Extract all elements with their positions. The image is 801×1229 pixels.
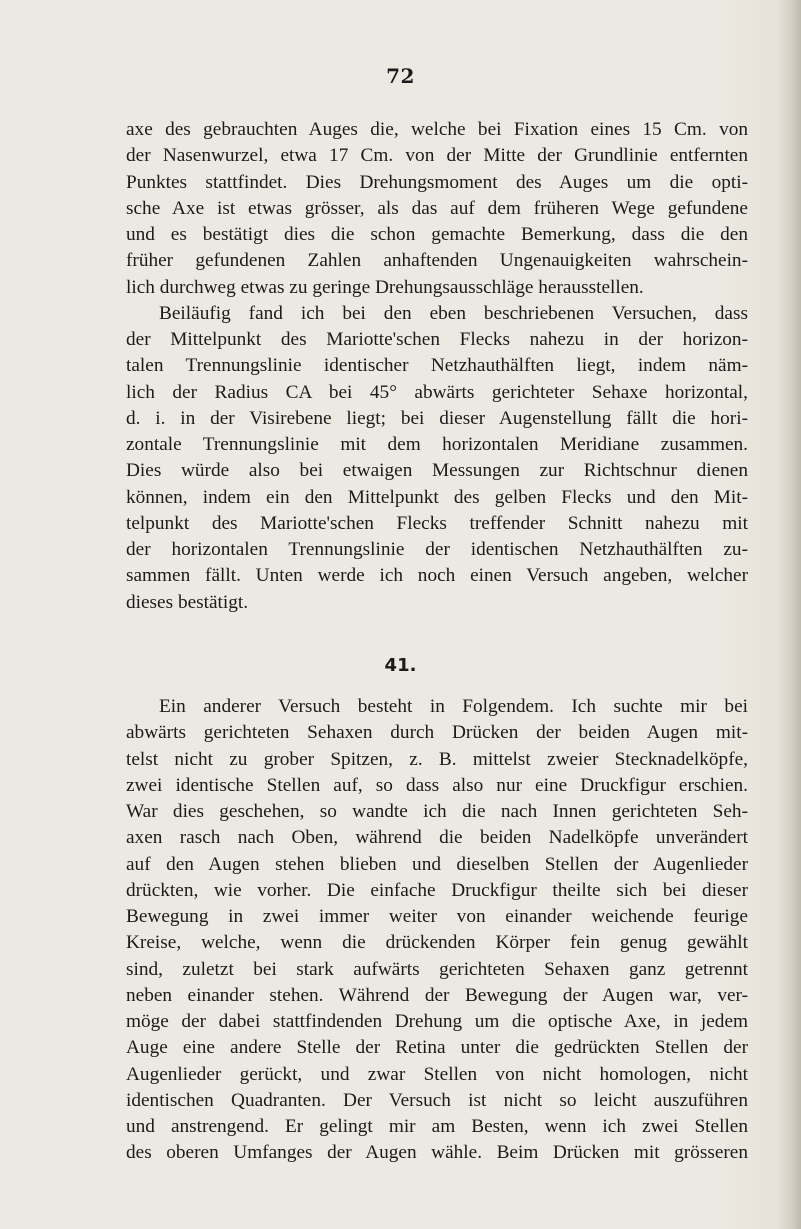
text-line: der Mittelpunkt des Mariotte'schen Flecks nahezu in der horizon-	[126, 329, 748, 350]
text-line: axen rasch nach Oben, während die beiden Nadelköpfe unverändert	[126, 827, 748, 849]
text-line: der Nasenwurzel, etwa 17 Cm. von der Mitte der Grundlinie entfernten	[126, 145, 748, 167]
text-line: zwei identische Stellen auf, so dass also nur eine Druckfigur erschien.	[126, 774, 748, 796]
text-line: sche Axe ist etwas grösser, als das auf dem früheren Wege gefundene	[126, 197, 748, 219]
text-line: möge der dabei stattfindenden Drehung um die optische Axe, in jedem	[126, 1011, 748, 1032]
text-block-upper	[126, 117, 748, 616]
text-line: und es bestätigt dies die schon gemachte Bemerkung, dass die den	[126, 224, 748, 245]
page-number: 72	[386, 64, 415, 88]
text-line: Kreise, welche, wenn die drückenden Körper fein genug gewählt	[126, 932, 748, 954]
text-line: abwärts gerichteten Sehaxen durch Drücken der beiden Augen mit-	[126, 722, 748, 744]
text-line: können, indem ein den Mittelpunkt des gelben Flecks und den Mit-	[126, 486, 748, 508]
text-line: Beiläufig fand ich bei den eben beschriebenen Versuchen, dass	[159, 302, 748, 324]
text-line: Dies würde also bei etwaigen Messungen zur Richtschnur dienen	[126, 460, 748, 482]
text-line: lich der Radius CA bei 45° abwärts gerichteter Sehaxe horizontal,	[126, 381, 748, 403]
text-line: Augenlieder gerückt, und zwar Stellen von nicht homologen, nicht	[126, 1063, 748, 1085]
section-heading: 41.	[384, 655, 417, 676]
text-line: Auge eine andere Stelle der Retina unter die gedrückten Stellen der	[126, 1037, 748, 1059]
text-line: War dies geschehen, so wandte ich die nach Innen gerichteten Seh-	[126, 801, 748, 822]
text-line: der horizontalen Trennungslinie der identischen Netzhauthälften zu-	[126, 539, 748, 560]
text-block-lower	[126, 694, 748, 1167]
text-line: neben einander stehen. Während der Bewegung der Augen war, ver-	[126, 984, 748, 1006]
text-line: Ein anderer Versuch besteht in Folgendem. Ich suchte mir bei	[159, 696, 748, 717]
text-line: zontale Trennungslinie mit dem horizontalen Meridiane zusammen.	[126, 434, 748, 455]
text-line: telst nicht zu grober Spitzen, z. B. mittelst zweier Stecknadelköpfe,	[126, 748, 748, 770]
text-line: und anstrengend. Er gelingt mir am Besten, wenn ich zwei Stellen	[126, 1116, 748, 1137]
text-line: früher gefundenen Zahlen anhaftenden Ungenauigkeiten wahrschein-	[126, 250, 748, 272]
text-line: auf den Augen stehen blieben und dieselben Stellen der Augenlieder	[126, 853, 748, 875]
paragraph-3	[126, 694, 748, 1167]
text-line: lich durchweg etwas zu geringe Drehungsausschläge herausstellen.	[126, 276, 644, 298]
text-line: dieses bestätigt.	[126, 591, 249, 613]
text-line: telpunkt des Mariotte'schen Flecks treffender Schnitt nahezu mit	[126, 512, 748, 534]
text-line: sind, zuletzt bei stark aufwärts gerichteten Sehaxen ganz getrennt	[126, 958, 748, 980]
text-line: drückten, wie vorher. Die einfache Druckfigur theilte sich bei dieser	[126, 879, 748, 901]
text-line: axe des gebrauchten Auges die, welche bei Fixation eines 15 Cm. von	[126, 119, 748, 140]
text-line: sammen fällt. Unten werde ich noch einen Versuch angeben, welcher	[126, 565, 748, 587]
paragraph-1	[126, 117, 748, 301]
page-edge-shadow	[779, 0, 801, 1229]
text-line: Bewegung in zwei immer weiter von einander weichende feurige	[126, 906, 748, 927]
text-line: d. i. in der Visirebene liegt; bei dieser Augenstellung fällt die hori-	[126, 407, 748, 429]
text-line: identischen Quadranten. Der Versuch ist nicht so leicht auszuführen	[126, 1089, 748, 1111]
paragraph-2	[126, 301, 748, 616]
text-line: des oberen Umfanges der Augen wähle. Beim Drücken mit grösseren	[126, 1142, 748, 1164]
text-line: talen Trennungslinie identischer Netzhauthälften liegt, indem näm-	[126, 355, 748, 377]
text-line: Punktes stattfindet. Dies Drehungsmoment des Auges um die opti-	[126, 171, 748, 193]
